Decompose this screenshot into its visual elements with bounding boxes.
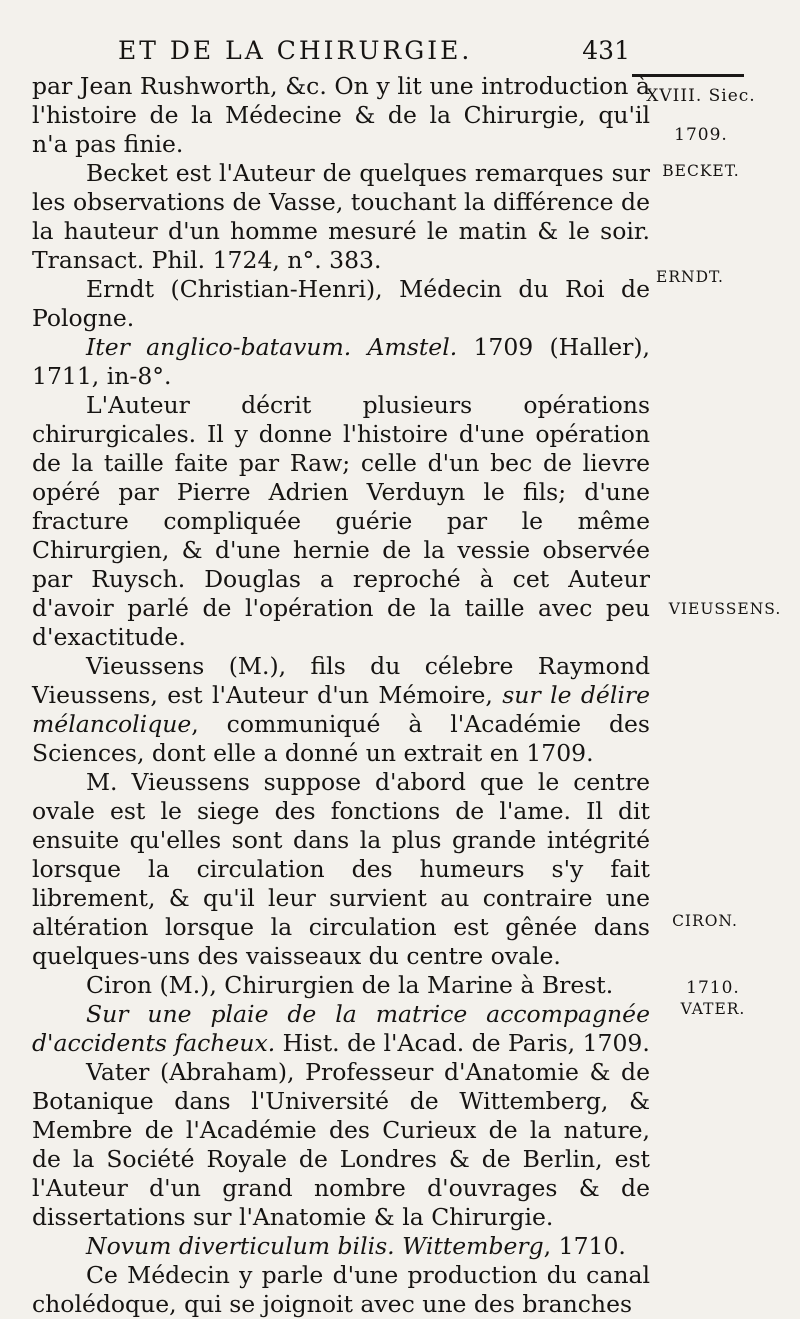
vieussens-intro: Vieussens (M.), fils du célebre Raymond Vieussens, est l'Auteur d'un Mémoire,	[32, 652, 650, 709]
work-details-plaie: Hist. de l'Acad. de Paris, 1709.	[275, 1029, 650, 1057]
page-number: 431	[582, 36, 630, 65]
work-title-iter: Iter anglico-batavum. Amstel.	[86, 333, 458, 361]
vieussens-end: , communiqué à l'Académie des Sciences, dont elle a donné un extrait en 1709.	[32, 710, 650, 767]
work-details-diverticulum: , 1710.	[543, 1232, 626, 1260]
work-title-diverticulum: Novum diverticulum bilis. Wittemberg	[86, 1232, 544, 1260]
margin-note-ciron: CIRON.	[672, 912, 738, 930]
margin-note-century: XVIII. Siec.	[646, 86, 756, 106]
paragraph-vater-work	[32, 1232, 650, 1261]
running-header	[110, 36, 630, 70]
paragraph-rushworth: par Jean Rushworth, &c. On y lit une introduction à l'histoire de la Médecine & de la Chirurgie, qu'il n'a pas finie.	[32, 72, 650, 158]
margin-note-year-1710: 1710.	[686, 978, 740, 998]
margin-note-vater: VATER.	[680, 1000, 746, 1018]
work-details-iter: 1709 (Haller), 1711, in-8°.	[32, 333, 650, 390]
margin-note-vieussens: VIEUSSENS.	[668, 600, 782, 618]
margin-note-becket: BECKET.	[662, 162, 740, 180]
work-title-delire: sur le délire mélancolique	[32, 681, 650, 738]
paragraph-ciron: Ciron (M.), Chirurgien de la Marine à Brest.	[86, 971, 614, 999]
margin-note-year-1709: 1709.	[674, 125, 728, 145]
paragraph-vieussens	[32, 652, 650, 768]
work-title-plaie: Sur une plaie de la matrice accompagnée d'accidents facheux.	[32, 1000, 650, 1057]
paragraph-erndt: Erndt (Christian-Henri), Médecin du Roi de Pologne.	[32, 275, 650, 332]
header-title: ET DE LA CHIRURGIE.	[118, 36, 473, 65]
paragraph-vieussens-theory: M. Vieussens suppose d'abord que le centre ovale est le siege des fonctions de l'ame. Il dit ensuite qu'elles sont dans la plus grande intégrité lorsque la circulation des humeurs s'y fait librement, & qu'il leur survient au contraire une altération lorsque la circulation est gênée dans quelques-uns des vaisseaux du centre ovale.	[32, 768, 650, 970]
margin-note-erndt: ERNDT.	[656, 268, 724, 286]
paragraph-vater-description: Ce Médecin y parle d'une production du canal cholédoque, qui se joignoit avec une des branches	[32, 1261, 650, 1318]
paragraph-becket: Becket est l'Auteur de quelques remarques sur les observations de Vasse, touchant la différence de la hauteur d'un homme mesuré le matin & le soir. Transact. Phil. 1724, n°. 383.	[32, 159, 650, 274]
paragraph-erndt-description: L'Auteur décrit plusieurs opérations chirurgicales. Il y donne l'histoire d'une opération de la taille faite par Raw; celle d'un bec de lievre opéré par Pierre Adrien Verduyn le fils; d'une fracture compliquée guérie par le même Chirurgien, & d'une hernie de la vessie observée par Ruysch. Douglas a reproché à cet Auteur d'avoir parlé de l'opération de la taille avec peu d'exactitude.	[32, 391, 650, 651]
paragraph-ciron-work	[32, 1000, 650, 1058]
paragraph-vater: Vater (Abraham), Professeur d'Anatomie & de Botanique dans l'Université de Wittemberg, & Membre de l'Académie des Curieux de la nature, de la Société Royale de Londres & de Berlin, est l'Auteur d'un grand nombre d'ouvrages & de dissertations sur l'Anatomie & la Chirurgie.	[32, 1058, 650, 1231]
paragraph-erndt-work	[32, 333, 650, 391]
body-text	[32, 72, 650, 1319]
